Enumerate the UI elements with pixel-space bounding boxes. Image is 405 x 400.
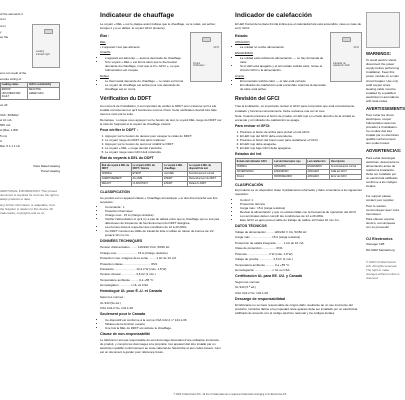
paragraph: Tras la instalación, es importante revisar el GFCI para comprobar que está correctamente instalado y funciona correctamente. Debe revisarse una vez al mes.	[235, 104, 355, 113]
table-cell: AVERTISSEMENT	[101, 176, 132, 181]
list-item: • Le thermostat demande du chauffage — le relais est fermé	[105, 79, 186, 83]
table-cell: APAGADO	[273, 164, 306, 169]
list-item: 5. Le voyant rouge sous GFCI doit s'éteindre.	[105, 150, 222, 154]
table-header: État du voyant à DEL du DDFT	[101, 163, 132, 171]
state-label: ENCENDIDO	[235, 50, 254, 55]
text-fragment: 500 mA	[0, 123, 11, 128]
list-item: • La unidad está recibiendo alimentación — no hay demanda de calor.	[240, 56, 326, 64]
table-cell: PARPADEANDO	[273, 174, 306, 179]
list-item: • El termostato solicita calor — el relé está cerrado.	[240, 79, 326, 83]
paragraph: El fabricante no se hace responsable de ningún daño resultante de un uso incorrecto del producto, incluidos daños a la propiedad. Este aparato debe ser instalado por un electricista calificado de acuerdo con el código eléctrico nacional y los códigos locales.	[235, 302, 358, 315]
list-item: 3. Presione el botón del botón reset para restablecer el GFCI.	[240, 138, 362, 142]
paragraph: CSA C22.2 No. 144.1-06	[235, 290, 269, 295]
section-title: Indicateur de chauffage	[100, 12, 175, 19]
list-item: • Si le voyant « DEL » est fermé alors que le thermostat demande du chauffage, c'est que le fil « GFCI », ou que l'alimentation est coupée.	[105, 60, 186, 72]
french-column	[100, 12, 222, 356]
list-item: 4. El LED rojo debe apagarse.	[240, 142, 362, 146]
paragraph: CSA C22.2 No. 144.1-06	[100, 306, 134, 311]
bullet-list	[100, 318, 222, 330]
section-title: Vérification du DDFT	[100, 95, 152, 102]
led-state-table	[0, 82, 60, 100]
bullet-list	[100, 205, 222, 237]
list-item: • Control: 1	[240, 198, 362, 202]
paragraph: Nota: Cuando presiona el botón de prueba, el LED rojo en el lado derecho de la unidad se enciende y el indicador de calefacción se apaga.	[235, 113, 355, 123]
list-item: • L'appareil est alimenté — aucune demande de chauffage.	[105, 56, 186, 60]
subheading: DONNÉES TECHNIQUES	[100, 239, 143, 244]
list-item: • Protección térmica	[240, 202, 362, 206]
table-header: Led del interruptor rojo	[273, 159, 306, 164]
table-header: Estado del indicador GFCI	[236, 159, 273, 164]
list-item: • Este GFCI es apto para el cable de trabajo de calibre 1/2 hasta 10 mm Cu.	[240, 218, 362, 222]
spec-row: Charge max ........................ 15 A (charge résistive)	[100, 250, 168, 255]
subheading: État du voyants à DEL du DDFT	[100, 156, 154, 161]
bullet-list	[235, 45, 326, 49]
table-header: Le voyant à DEL du dispositif de test	[188, 163, 222, 171]
copyright-text: © 2023 OJ Electronics A/S. All rights reserved. The right to make changes without notice is reserved.	[366, 259, 400, 281]
paragraph: Según las normas:	[235, 279, 261, 284]
list-item: • El indicador de calefacción está encendido mientras la demanda de calor está activa.	[240, 83, 326, 91]
spec-row: Protection max. intégrée de la sortie ........ 1 Hz de 10 mA	[100, 256, 177, 261]
heating-led-icon	[44, 29, 53, 34]
warning-text: Para evitar descargas eléctricas, desconecte la alimentación antes de realizar la instalación. Debe ser instalado por un electricista calificado conforme a los códigos locales.	[366, 155, 399, 189]
list-item: • Carga máx.: 15 A (carga resistiva)	[240, 206, 362, 210]
list-item: 3. Appuyez sur le bouton de test pour rétablir le DDFT.	[105, 142, 222, 146]
table-cell: APAGADO	[306, 174, 330, 179]
panel-caption: Voyant d'indicateur	[193, 62, 205, 68]
table-cell: NORMAL	[101, 171, 132, 176]
bullet-list	[235, 56, 326, 72]
table-cell: APAGADO	[306, 169, 330, 174]
list-item: • Revisar la alimentación y que no existan fallas con la frecuencia de operación del GFCI.	[240, 210, 362, 214]
spec-row: Protection classe ................................ IP21	[100, 261, 158, 266]
subheading: Pour vérifier le DDFT :	[100, 128, 138, 132]
warning-title-en: WARNINGS:	[366, 51, 392, 56]
text-fragment: so the	[0, 34, 9, 39]
warnings-column	[366, 12, 405, 282]
list-item: • Charge max : 15 A (charge résistive)	[105, 213, 222, 217]
text-fragment: d on	[0, 24, 6, 29]
address-line: DK-6400 Sønderborg	[366, 247, 395, 252]
subheading: Homologué UL pour É.-U. et Canada	[100, 289, 162, 294]
bullet-list	[100, 79, 186, 91]
list-item: 2. Le voyant rouge du DDFT doit alors s'allumer.	[105, 138, 222, 142]
table-cell: ALLUMÉ	[131, 176, 162, 181]
gfci-label: GFCI	[213, 46, 219, 49]
bullet-list	[235, 198, 362, 222]
spec-row: Tension d'essai ................. 3,5 kV (1 min.)	[100, 272, 156, 277]
table-cell: ADVERTENCIA	[236, 169, 273, 174]
text-fragment: ve off	[0, 102, 8, 107]
support-text: Pour le soutien, communiquez avec votre fournisseur.	[366, 203, 400, 216]
table-cell: ALLUMÉ	[163, 171, 188, 176]
table-header: Le voyant à DEL du DDFT / Alarme	[131, 163, 162, 171]
list-item: • Les bornes doivent respecter des conditions de 12 à 20 AWG.	[105, 225, 222, 229]
paragraph: Le fabricant n'est pas responsable de tout dommage découlant d'une utilisation incorrecte du produit, y compris les dommages à la propriété. Cet appareil doit être installé par un électricien qualifié conformément au code national de l'électricité et aux codes locaux. Ceci est un document à garder pour référence future.	[100, 337, 221, 355]
table-cell: ENCENDIDO	[273, 169, 306, 174]
text-fragment: A (Max. 1.8W	[0, 128, 19, 133]
text-fragment: Panel Heating	[41, 169, 60, 174]
state-label: Chauffe	[100, 50, 111, 55]
spec-row: Voltaje de alimentación ........ 120/240 V CA, 50/60 Hz	[235, 230, 307, 234]
list-item: • Si el LED está apagado y el termostato solicita calor, revise el circuito GFCI o la alimentación.	[240, 64, 326, 72]
spec-row: Puissance ......................... 10 à 2 W (max. 1,8 W)	[100, 267, 167, 272]
panel-caption: Leaking Indicator light	[36, 51, 50, 56]
table-cell: Funcionamiento normal	[330, 164, 362, 169]
list-item: • Le voyant de chauffage est activé pour une demande de chauffage est en cours.	[105, 83, 186, 91]
paragraph: El LED frontal de la placa frontal indica que el calentador/relé está encendido, caso en caso de error GFCI.	[235, 22, 362, 31]
english-column-fragment	[0, 12, 60, 216]
spec-row: Protección de salida integrada ........ 1 Hz de 10 mA	[235, 240, 304, 245]
subheading: Certificación UL para EE. UU. y Canadá	[235, 274, 303, 279]
warning-title-es: ADVERTENCIAS:	[366, 148, 402, 154]
table-cell: CLIGNOTANT	[131, 181, 162, 186]
support-text: For support please contact your supplier.	[366, 194, 395, 203]
subheading: Seulement pour le Canada	[100, 312, 146, 317]
subheading: Clause de non-responsabilité	[100, 332, 151, 337]
text-fragment: Rat. 5 1.1 1 Hz	[0, 144, 21, 149]
address-line: Stenager 13B	[366, 242, 385, 247]
bullet-list	[100, 56, 186, 72]
panel-caption: Indicador de calefacción LED	[333, 62, 350, 68]
warning-title-fr: AVERTISSEMENTS	[366, 105, 405, 111]
list-item: • Ce dispositif est conforme à la norme CSA C22.2 n° 144.1-06	[105, 318, 222, 322]
table-cell: Fonctionnement normal	[188, 171, 222, 176]
paragraph: Remarque : Lorsque vous appuyez sur le bouton de test, le voyant DEL rouge du DDFT sur le côté de l'appareil et le voyant de chauffage s'éteint.	[100, 117, 222, 126]
subheading: État :	[100, 33, 109, 38]
list-item: 1. Presione el botón de arriba para probar el relé GFCI.	[240, 130, 362, 134]
table-row	[1, 88, 60, 99]
paragraph: Au moment de l'installation, il est important de vérifier le DDFT pour s'assurer qu'il a été installé correctement et qu'il fonctionne comme il faut. Cette vérification devrait être faite tous les mois par la suite.	[100, 104, 217, 117]
text-fragment: d on	[0, 17, 6, 22]
text-fragment: ens not result of the	[0, 71, 27, 76]
list-item: 2. El LED rojo del GFCI debe encenderse.	[240, 134, 362, 138]
subheading: CLASSIFICATION	[100, 189, 130, 194]
numbered-list	[235, 130, 362, 150]
page-footer: © 2023 OJ Electronics A/S · All the OJ trademarks are a registered trademarks belonging to OJ Electronics A/S	[173, 393, 287, 396]
numbered-list	[100, 134, 222, 154]
spec-row: Température ambiante ......... 0 à +55 °C	[100, 277, 154, 282]
spanish-column	[235, 12, 362, 316]
table-cell: Défaut du DDFT	[188, 181, 222, 186]
table-cell: FALLA	[236, 174, 273, 179]
paragraph: Le voyant « DEL » sur le plaque avant indique que le chauffage, ou le relais, est activé; lorsque il y a un défaut, le voyant GFCI (lumière).	[100, 22, 216, 31]
state-label: Défaut	[100, 73, 109, 78]
warning-text: Pour éviter les chocs électriques, couper l'alimentation avant de procéder à l'installation. Ce module doit être installé par un électricien qualifié conformément aux codes locaux.	[366, 113, 400, 146]
section-title: Indicador de calefacción	[235, 12, 312, 19]
support-text: Para obtener soporte técnico, comuníquese con su proveedor.	[366, 217, 396, 230]
spec-row: Voltaje de prueba ................ 3,5 kV (1 min.)	[235, 257, 293, 262]
subheading: Descargo de responsabilidad	[235, 296, 286, 301]
text-fragment: Pass Rated Heating	[33, 164, 60, 169]
text-fragment: C	[0, 138, 3, 143]
list-item: • Los terminales deben cumplir las condiciones de 12 a 20 AWG.	[240, 214, 362, 218]
heating-indicator-panel-illustration	[32, 24, 60, 68]
table-header: Leaking status	[1, 83, 28, 88]
text-fragment: VAC, 50/60Hz	[0, 112, 19, 117]
table-cell: Déclenchement du DDFT	[188, 176, 222, 181]
table-cell: ÉTEINT	[163, 176, 188, 181]
state-label: APAGADO	[235, 39, 250, 44]
table-cell: ERROR UNCONNECTED FAULT	[1, 88, 28, 99]
spec-row: Homologación .................... c UL us CSA	[235, 268, 290, 273]
table-header: Descripción	[330, 159, 362, 164]
subheading: CLASIFICACIÓN	[235, 182, 264, 187]
heating-indicator-panel-illustration	[190, 32, 222, 82]
list-item: • La unidad no recibe alimentación	[240, 45, 326, 49]
spec-row: Carga máx. ........................ 15 A (carga resistiva)	[235, 235, 301, 240]
list-item: • Tableau de la fonction ouverte	[105, 322, 222, 326]
table-cell: NORMAL	[236, 164, 273, 169]
subheading: DATOS TÉCNICOS	[235, 224, 267, 229]
paragraph: El producto es un dispositivo clase II (aislamiento reforzado) y debe conectarse a los siguientes requisitos:	[235, 188, 362, 197]
list-item: • Commandé : 1	[105, 205, 222, 209]
subheading: Estados del led	[235, 152, 262, 157]
paragraph: Selon les normes :	[100, 295, 125, 300]
table-cell: Error del GFCI	[330, 174, 362, 179]
list-item: • Protection thermique	[105, 209, 222, 213]
company-name: OJ Electronics	[366, 237, 393, 242]
text-fragment: w 10 mA	[0, 117, 12, 122]
text-fragment: of the elements it	[0, 12, 23, 16]
text-fragment: 5 mA	[0, 133, 8, 138]
list-item: • Vérifier l'alimentation et qu'il n'y a pas de défaut entre que le chauffage qui ne soit pas défectueux de fréquence de fonctionnement du DDFT désignée.	[105, 217, 222, 225]
table-header: Led calefacción	[306, 159, 330, 164]
paragraph: Ce produit est un appareil classé « Chauffage domestique » et doit être branché aux fins suivantes :	[100, 195, 218, 204]
spec-row: Homologation ............. c UL us CSA	[100, 283, 149, 288]
table-row	[101, 181, 222, 186]
section-title: Revisión del GFCI	[235, 95, 280, 102]
text-fragment: ensure wiring of	[0, 76, 22, 81]
state-label: DEL	[100, 39, 106, 44]
table-cell: Falla del GFCI	[330, 169, 362, 174]
table-cell: DEACTIVE GREEN GFCI	[28, 88, 60, 99]
list-item: 1. Appuyez sur le bouton de dessus pour essayer le relais du DDFT.	[105, 134, 222, 138]
paragraph: UL 943 (5e éd.)	[100, 300, 121, 305]
heating-led-icon	[342, 37, 351, 42]
spec-row: Clase de protección ................ IP21	[235, 246, 283, 251]
table-header: LED In conductivity	[28, 83, 60, 88]
list-item: 4. Le voyant « DEL » rouge devrait s'éteindre.	[105, 146, 222, 150]
table-cell: ÉTEINT	[163, 181, 188, 186]
list-item: • Une fois la DEL du DDFT est activée le chauffage.	[105, 326, 222, 330]
subheading: Estado:	[235, 33, 249, 38]
subheading: Para revisar el GFCI:	[235, 124, 271, 129]
table-cell: DÉFAUT	[101, 181, 132, 186]
spec-row: Temperatura ambiente .......... 0 a +55 °C	[235, 262, 290, 267]
legal-fragment: ADDITIONAL INFORMATION: This printed document is supplied for and use the right to adapt products to data.	[0, 189, 60, 202]
table-header: Le voyant à DEL chauffage	[163, 163, 188, 171]
legal-fragment: any further information or adaptable, from the Supplier is relation to this device. All trademarks, copyrights and so on.	[0, 202, 56, 215]
bullet-list	[235, 79, 326, 91]
gfci-label: GFCI	[353, 46, 359, 49]
state-label: Amplio	[235, 73, 245, 78]
led-state-table	[235, 158, 362, 179]
paragraph: • L'appareil n'est pas alimenté	[100, 45, 140, 50]
spec-row: Potencia ......................... 2 W (máx. 1,8 W)	[235, 251, 293, 256]
paragraph: UL 943 (5.ª ed.)	[235, 285, 257, 290]
spec-row: Tension d'alimentation ........ 120/240 VCA, 50/60 Hz	[100, 245, 170, 250]
list-item: • Ce DDFT convient au câble de travail de lutte si utilisé en raison de bornes de 1/2 jusqu'à 10 mm Cu.	[105, 229, 222, 237]
product-image-placeholder	[366, 12, 400, 48]
text-fragment: y	[0, 29, 2, 34]
heating-led-icon	[202, 37, 211, 42]
heating-indicator-panel-illustration	[330, 32, 362, 82]
warning-text: To avoid electric shock, disconnect the power supply before performing installation. Keep this power module on a main circuit breaker. Use only solid copper wires. Heating cable must be installed by a qualified electrician in accordance with local codes.	[366, 58, 400, 103]
list-item: 5. El LED rojo bajo GFCI debe apagarse.	[240, 146, 362, 150]
table-cell: ÉTEINT	[131, 171, 162, 176]
led-state-table	[100, 162, 222, 186]
table-row	[236, 174, 362, 179]
table-cell: ENCENDIDO	[306, 164, 330, 169]
